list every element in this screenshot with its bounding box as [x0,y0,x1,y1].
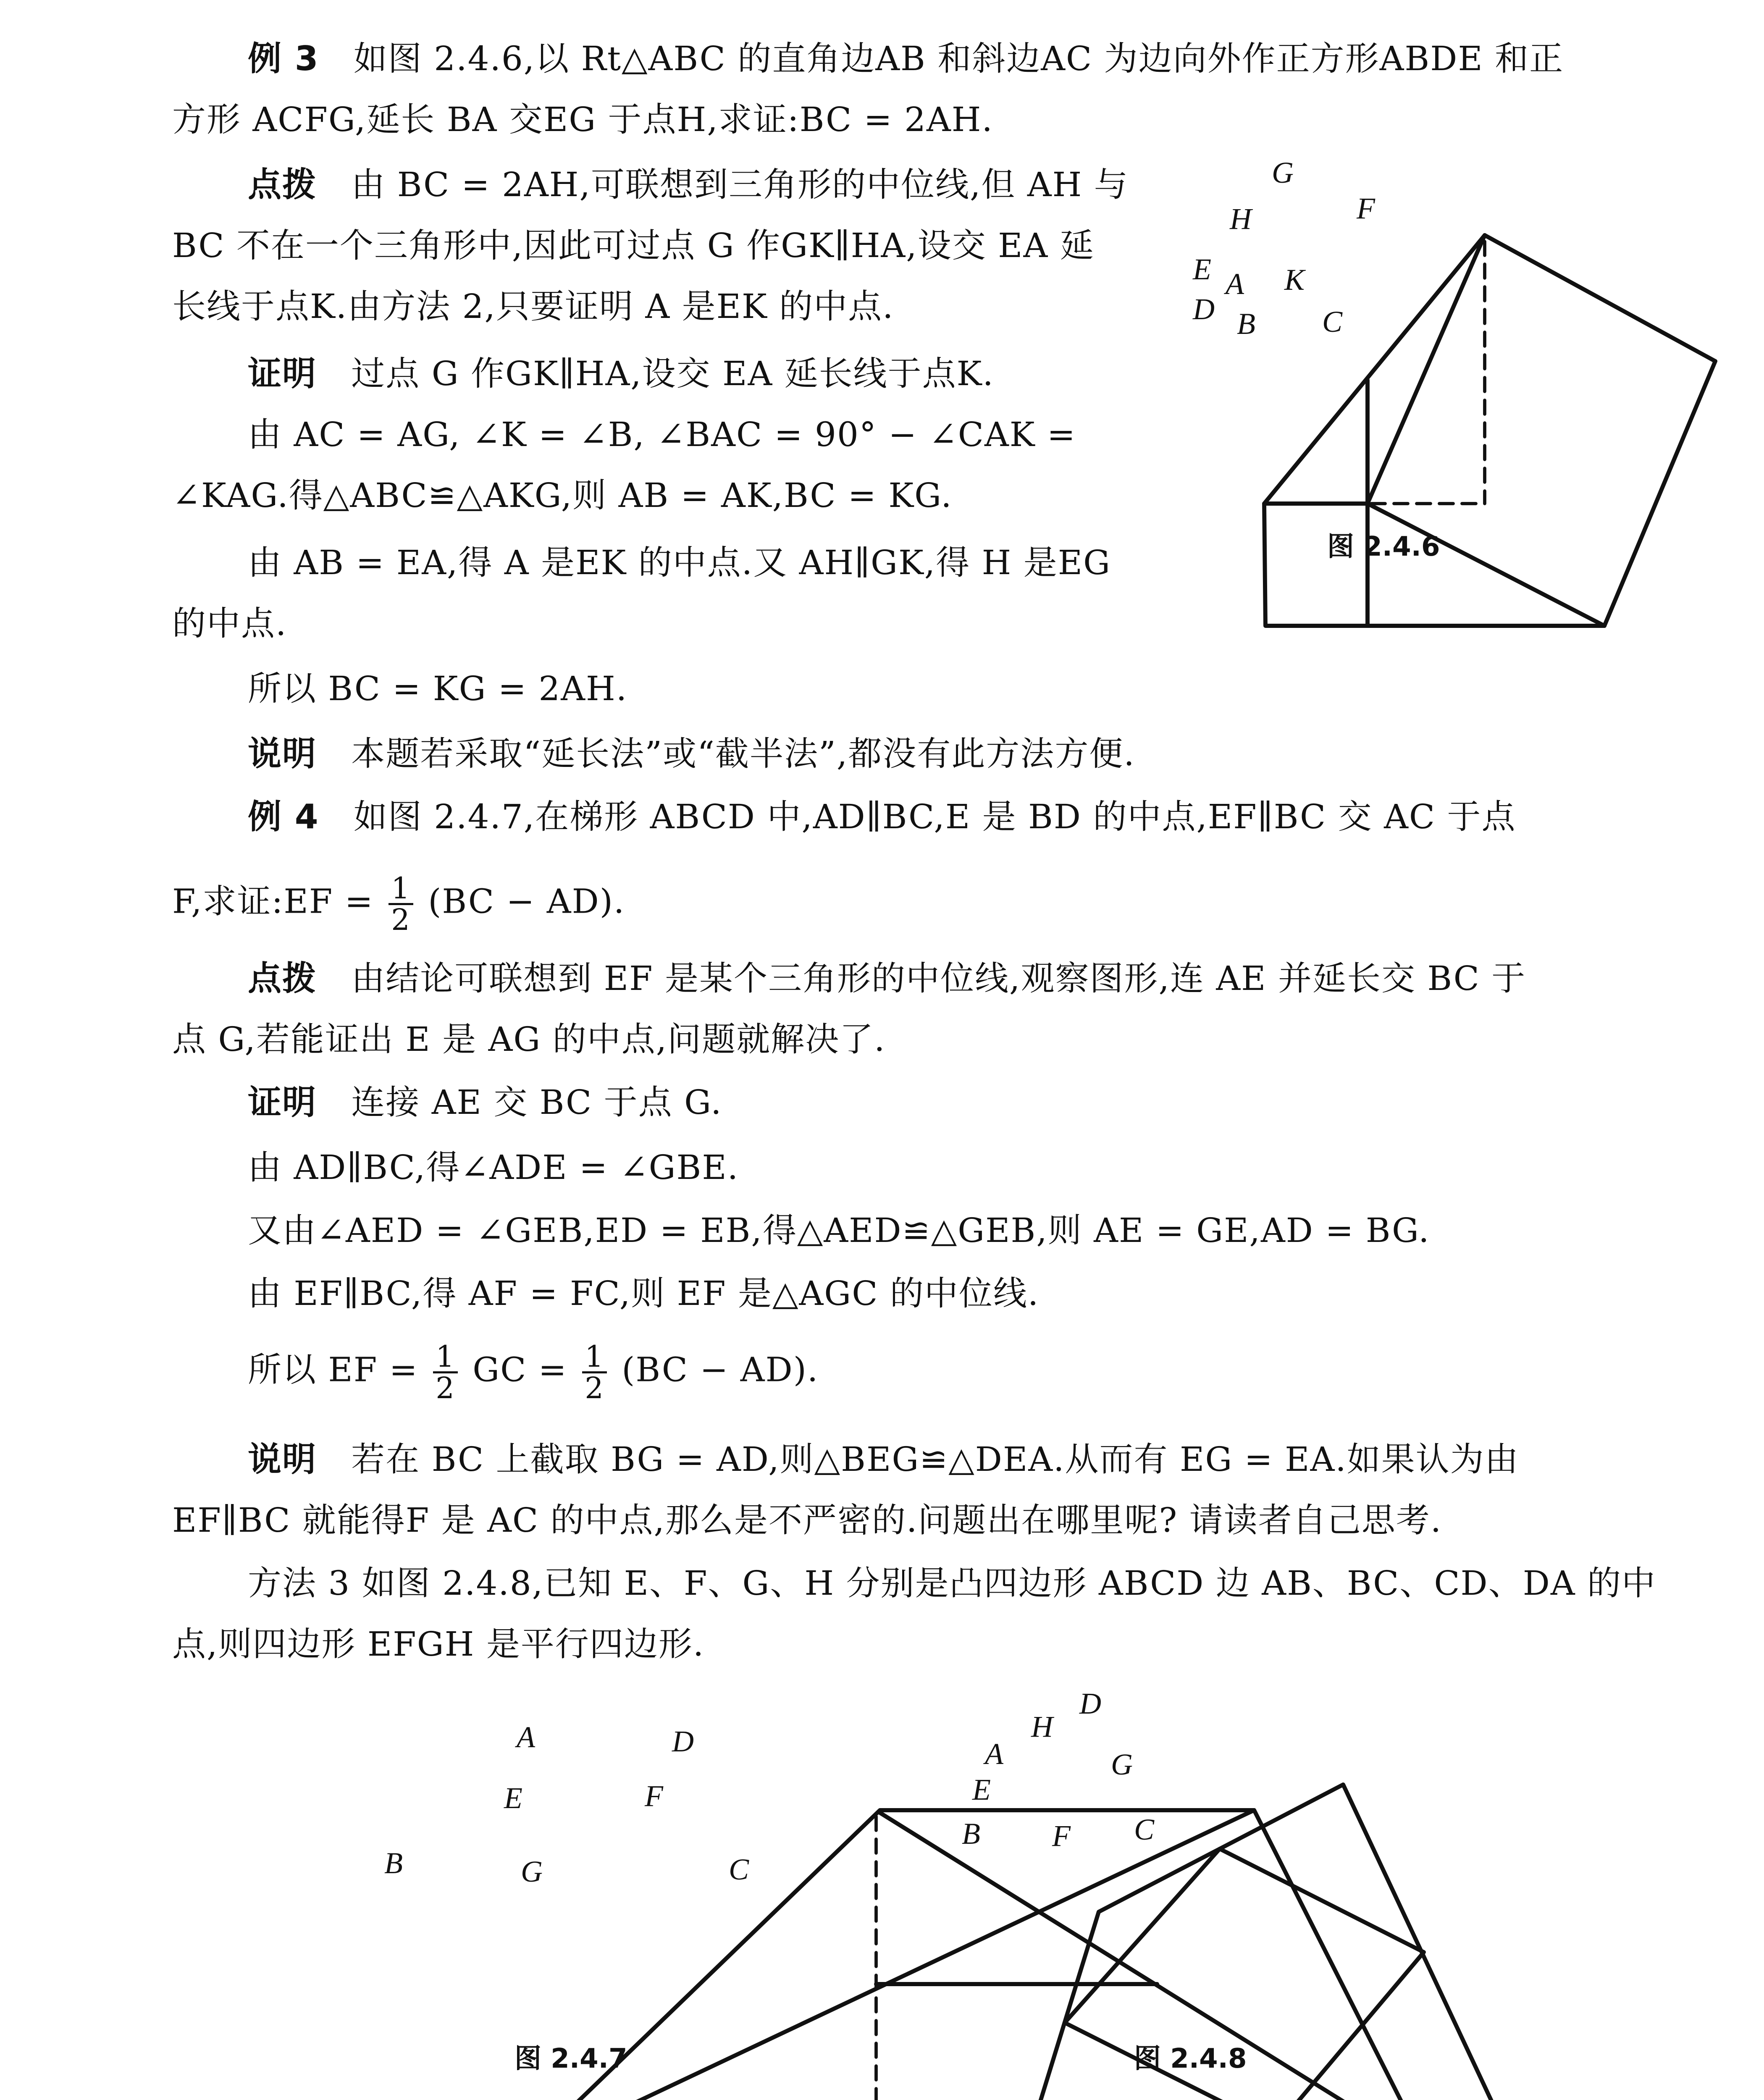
label-d: D [1193,292,1215,326]
method3-line1: 方法 3 如图 2.4.8,已知 E、F、G、H 分别是凸四边形 ABCD 边 AB、BC、CD、DA 的中 [248,1564,1656,1603]
example4-note-label: 说明 [248,1440,317,1479]
label-f: F [1357,192,1375,225]
label-f: F [1052,1819,1071,1853]
example4-statement-2-pre: F,求证:EF = [172,882,374,921]
example3-hint-line3: 长线于点K.由方法 2,只要证明 A 是EK 的中点. [172,287,894,326]
example4-proof-line3: 又由∠AED = ∠GEB,ED = EB,得△AED≌△GEB,则 AE = GE,AD = BG. [248,1211,1430,1250]
label-b: B [1237,307,1255,341]
example4-hint-line2: 点 G,若能证出 E 是 AG 的中点,问题就解决了. [172,1020,886,1059]
label-e: E [504,1781,522,1815]
example4-proof-line4: 由 EF∥BC,得 AF = FC,则 EF 是△AGC 的中位线. [248,1274,1040,1313]
example3-proof-line5: 的中点. [172,604,287,643]
fraction-denominator: 2 [391,903,411,937]
label-h: H [1031,1710,1053,1743]
example3-hint-line2: BC 不在一个三角形中,因此可过点 G 作GK∥HA,设交 EA 延 [172,226,1095,265]
example4-proof-5-pre: 所以 EF = [248,1350,418,1389]
example4-proof-label: 证明 [248,1083,317,1122]
example3-proof-line4: 由 AB = EA,得 A 是EK 的中点.又 AH∥GK,得 H 是EG [248,543,1111,582]
example3-proof-line2: 由 AC = AG, ∠K = ∠B, ∠BAC = 90° − ∠CAK = [248,415,1076,454]
label-k: K [1284,263,1305,297]
fraction-numerator-3: 1 [582,1342,607,1373]
label-c: C [1322,305,1343,339]
example3-proof-text-1: 过点 G 作GK∥HA,设交 EA 延长线于点K. [351,354,994,393]
example4-proof-5-mid: GC = [472,1350,567,1389]
example3-note-label: 说明 [248,734,317,773]
example3-statement-1: 如图 2.4.6,以 Rt△ABC 的直角边AB 和斜边AC 为边向外作正方形ABDE 和正 [353,39,1564,78]
figure-2-4-6-caption: 图 2.4.6 [1327,531,1440,562]
label-c: C [1134,1813,1155,1846]
example4-proof-5-post: (BC − AD). [622,1350,819,1389]
example4-statement-1: 如图 2.4.7,在梯形 ABCD 中,AD∥BC,E 是 BD 的中点,EF∥BC 交 AC 于点 [353,797,1516,836]
label-g: G [521,1855,543,1888]
label-d: D [1079,1687,1101,1720]
label-e: E [972,1773,991,1806]
fraction-denominator-3: 2 [585,1371,604,1405]
label-b: B [384,1846,403,1880]
example4-proof-text-1: 连接 AE 交 BC 于点 G. [351,1083,722,1122]
example3-note-text: 本题若采取“延长法”或“截半法”,都没有此方法方便. [351,734,1135,773]
fraction-denominator-2: 2 [436,1371,455,1405]
figure-2-4-7-caption: 图 2.4.7 [514,2043,627,2074]
example3-hint-label: 点拨 [248,165,317,204]
label-a: A [1226,267,1244,301]
example3-line2: 方形 ACFG,延长 BA 交EG 于点H,求证:BC = 2AH. [172,100,993,139]
fraction-numerator: 1 [388,874,413,905]
example4-statement-2-post: (BC − AD). [428,882,625,921]
example3-label: 例 3 [248,39,319,78]
example4-hint-label: 点拨 [248,959,317,998]
example3-proof-line6: 所以 BC = KG = 2AH. [248,669,628,708]
example3-proof-label: 证明 [248,354,317,393]
label-g: G [1272,156,1294,189]
example4-note-text-1: 若在 BC 上截取 BG = AD,则△BEG≌△DEA.从而有 EG = EA.如果认为由 [351,1440,1519,1479]
example4-label: 例 4 [248,797,319,836]
label-c: C [729,1853,749,1886]
label-a: A [985,1737,1003,1771]
figure-2-4-8-caption: 图 2.4.8 [1134,2043,1247,2074]
example4-proof-line2: 由 AD∥BC,得∠ADE = ∠GBE. [248,1148,739,1187]
label-g: G [1111,1748,1133,1781]
fraction-numerator-2: 1 [433,1342,458,1373]
label-e: E [1193,252,1211,286]
example4-note-line2: EF∥BC 就能得F 是 AC 的中点,那么是不严密的.问题出在哪里呢? 请读者自己思考. [172,1501,1442,1540]
label-f: F [645,1779,663,1813]
example4-hint-text-1: 由结论可联想到 EF 是某个三角形的中位线,观察图形,连 AE 并延长交 BC 于 [351,959,1526,998]
example3-proof-line3: ∠KAG.得△ABC≌△AKG,则 AB = AK,BC = KG. [172,476,953,515]
label-d: D [672,1725,694,1758]
method3-line2: 点,则四边形 EFGH 是平行四边形. [172,1625,705,1664]
example3-hint-text-1: 由 BC = 2AH,可联想到三角形的中位线,但 AH 与 [351,165,1129,204]
label-b: B [962,1817,980,1851]
label-a: A [517,1720,535,1754]
label-h: H [1230,202,1252,236]
